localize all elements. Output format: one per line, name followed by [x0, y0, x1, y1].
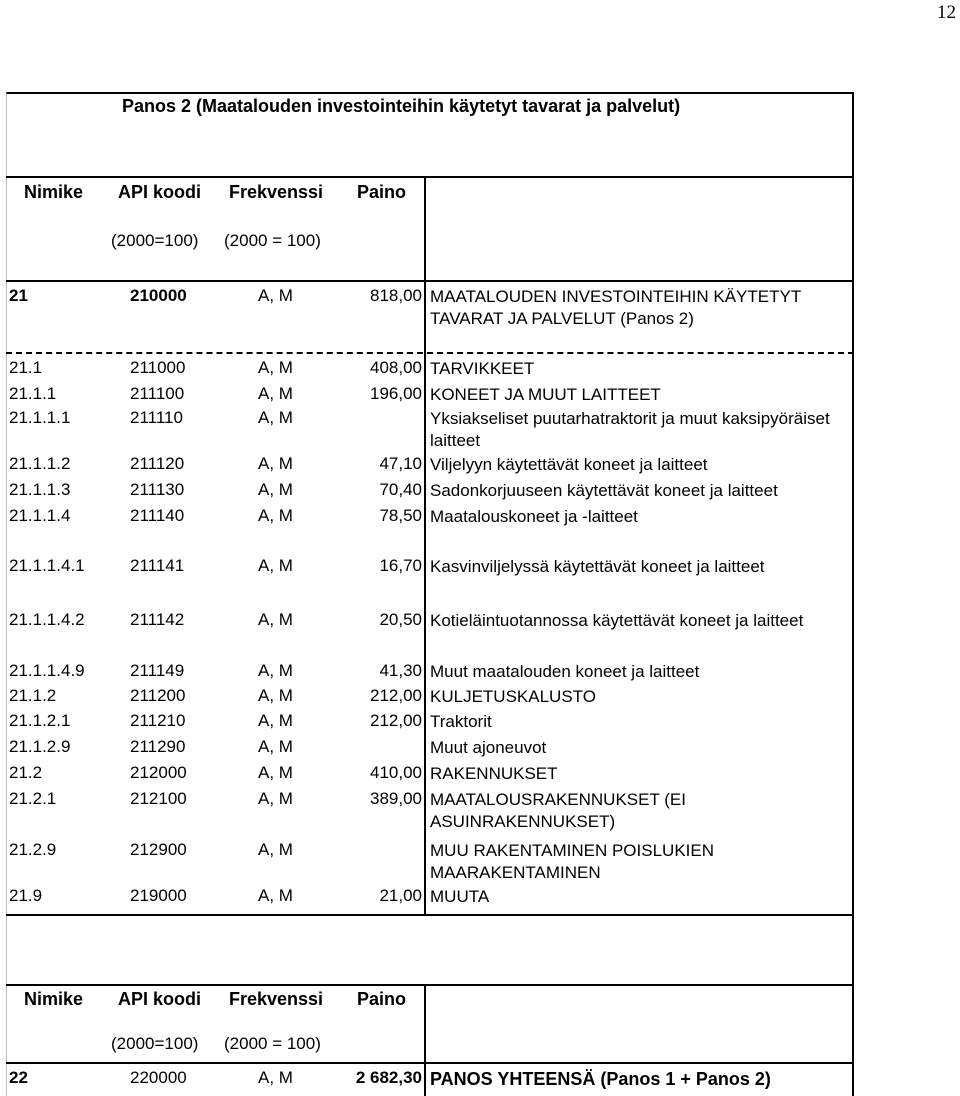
cell-code: 21.9 [9, 886, 43, 905]
cell-paino: 389,00 [370, 789, 422, 808]
cell-code: 21.1.1.3 [9, 480, 71, 499]
cell-code: 21.1.2.9 [9, 737, 71, 756]
cell-freq: A, M [258, 408, 293, 427]
header-api-koodi: API koodi [118, 182, 202, 202]
divider [424, 984, 426, 1096]
cell-api: 219000 [130, 886, 187, 905]
cell-api: 211140 [130, 506, 185, 525]
cell-api: 212100 [130, 789, 187, 808]
cell-api: 212000 [130, 763, 187, 782]
header-paino-2: Paino [357, 989, 407, 1009]
divider [6, 176, 854, 178]
header-api-koodi-2: API koodi [118, 989, 202, 1009]
header-freq-sub-2: (2000 = 100) [224, 1034, 321, 1053]
cell-api: 211120 [130, 454, 185, 473]
cell-paino: 2 682,30 [355, 1068, 422, 1087]
cell-code: 21.1.1.4.9 [9, 661, 85, 680]
cell-desc: RAKENNUKSET [430, 764, 558, 783]
cell-desc: MAATALOUDEN INVESTOINTEIHIN KÄYTETYT TAVARAT JA PALVELUT (Panos 2) [430, 287, 801, 328]
cell-desc: KULJETUSKALUSTO [430, 687, 596, 706]
cell-paino: 196,00 [370, 384, 422, 403]
cell-code: 21.1.1 [9, 384, 57, 403]
divider [6, 280, 854, 282]
cell-api: 211200 [130, 686, 186, 705]
cell-api: 211149 [130, 661, 185, 680]
cell-paino: 78,50 [379, 506, 422, 525]
cell-freq: A, M [258, 556, 293, 575]
divider [6, 1062, 854, 1064]
cell-code: 21.1.1.4.1 [9, 556, 85, 575]
cell-desc: KONEET JA MUUT LAITTEET [430, 385, 661, 404]
cell-code: 21.2.9 [9, 840, 57, 859]
cell-freq: A, M [258, 661, 293, 680]
cell-api: 211110 [130, 408, 183, 427]
divider [6, 984, 854, 986]
cell-freq: A, M [258, 358, 293, 377]
cell-freq: A, M [258, 763, 293, 782]
cell-code: 21.2 [9, 763, 43, 782]
cell-desc: Yksiakseliset puutarhatraktorit ja muut kaksipyöräiset laitteet [430, 409, 830, 450]
cell-freq: A, M [258, 840, 293, 859]
cell-desc: Maatalouskoneet ja -laitteet [430, 507, 638, 526]
cell-paino: 47,10 [379, 454, 422, 473]
divider [6, 914, 854, 916]
cell-code: 22 [9, 1068, 28, 1087]
cell-freq: A, M [258, 886, 293, 905]
cell-desc: Viljelyyn käytettävät koneet ja laitteet [430, 455, 708, 474]
cell-desc: TARVIKKEET [430, 359, 535, 378]
cell-paino: 16,70 [379, 556, 422, 575]
cell-freq: A, M [258, 454, 293, 473]
cell-api: 212900 [130, 840, 187, 859]
header-nimike-2: Nimike [24, 989, 84, 1009]
page-number: 12 [937, 2, 956, 23]
header-api-sub-2: (2000=100) [111, 1034, 199, 1053]
cell-api: 211130 [130, 480, 185, 499]
cell-freq: A, M [258, 384, 293, 403]
header-nimike: Nimike [24, 182, 84, 202]
header-paino: Paino [357, 182, 407, 202]
cell-code: 21.1.1.4.2 [9, 610, 85, 629]
cell-api: 220000 [130, 1068, 187, 1087]
cell-desc: MUU RAKENTAMINEN POISLUKIEN MAARAKENTAMINEN [430, 841, 715, 882]
cell-freq: A, M [258, 789, 293, 808]
cell-paino: 212,00 [370, 711, 422, 730]
page-title: Panos 2 (Maatalouden investointeihin käytetyt tavarat ja palvelut) [122, 96, 681, 116]
cell-code: 21.1.2 [9, 686, 57, 705]
header-frekvenssi: Frekvenssi [229, 182, 324, 202]
divider [424, 282, 426, 914]
cell-freq: A, M [258, 737, 293, 756]
header-freq-sub: (2000 = 100) [224, 231, 321, 250]
cell-api: 211210 [130, 711, 186, 730]
cell-api: 211142 [130, 610, 185, 629]
cell-freq: A, M [258, 480, 293, 499]
cell-code: 21.1 [9, 358, 43, 377]
cell-api: 210000 [130, 286, 187, 305]
cell-desc: Muut maatalouden koneet ja laitteet [430, 662, 700, 681]
cell-code: 21.1.1.2 [9, 454, 71, 473]
cell-desc: Traktorit [430, 712, 492, 731]
cell-paino: 818,00 [370, 286, 422, 305]
cell-freq: A, M [258, 686, 293, 705]
cell-freq: A, M [258, 286, 293, 305]
cell-paino: 20,50 [379, 610, 422, 629]
cell-paino: 21,00 [379, 886, 422, 905]
cell-freq: A, M [258, 711, 293, 730]
cell-freq: A, M [258, 610, 293, 629]
cell-paino: 408,00 [370, 358, 422, 377]
cell-api: 211141 [130, 556, 185, 575]
cell-paino: 70,40 [379, 480, 422, 499]
cell-freq: A, M [258, 1068, 293, 1087]
cell-desc: Sadonkorjuuseen käytettävät koneet ja laitteet [430, 481, 778, 500]
header-api-sub: (2000=100) [111, 231, 199, 250]
header-frekvenssi-2: Frekvenssi [229, 989, 324, 1009]
cell-code: 21.1.1.1 [9, 408, 71, 427]
cell-api: 211290 [130, 737, 186, 756]
cell-code: 21.1.2.1 [9, 711, 71, 730]
dashed-divider [6, 352, 854, 354]
cell-desc: MAATALOUSRAKENNUKSET (EI ASUINRAKENNUKSET) [430, 790, 686, 831]
cell-desc: MUUTA [430, 887, 490, 906]
cell-code: 21.2.1 [9, 789, 57, 808]
cell-api: 211000 [130, 358, 186, 377]
cell-code: 21.1.1.4 [9, 506, 71, 525]
cell-desc: PANOS YHTEENSÄ (Panos 1 + Panos 2) [430, 1069, 771, 1089]
cell-freq: A, M [258, 506, 293, 525]
cell-paino: 41,30 [379, 661, 422, 680]
cell-paino: 212,00 [370, 686, 422, 705]
cell-desc: Kasvinviljelyssä käytettävät koneet ja laitteet [430, 557, 765, 576]
cell-desc: Kotieläintuotannossa käytettävät koneet ja laitteet [430, 611, 804, 630]
cell-paino: 410,00 [370, 763, 422, 782]
divider [424, 176, 426, 280]
cell-desc: Muut ajoneuvot [430, 738, 547, 757]
cell-api: 211100 [130, 384, 185, 403]
cell-code: 21 [9, 286, 28, 305]
